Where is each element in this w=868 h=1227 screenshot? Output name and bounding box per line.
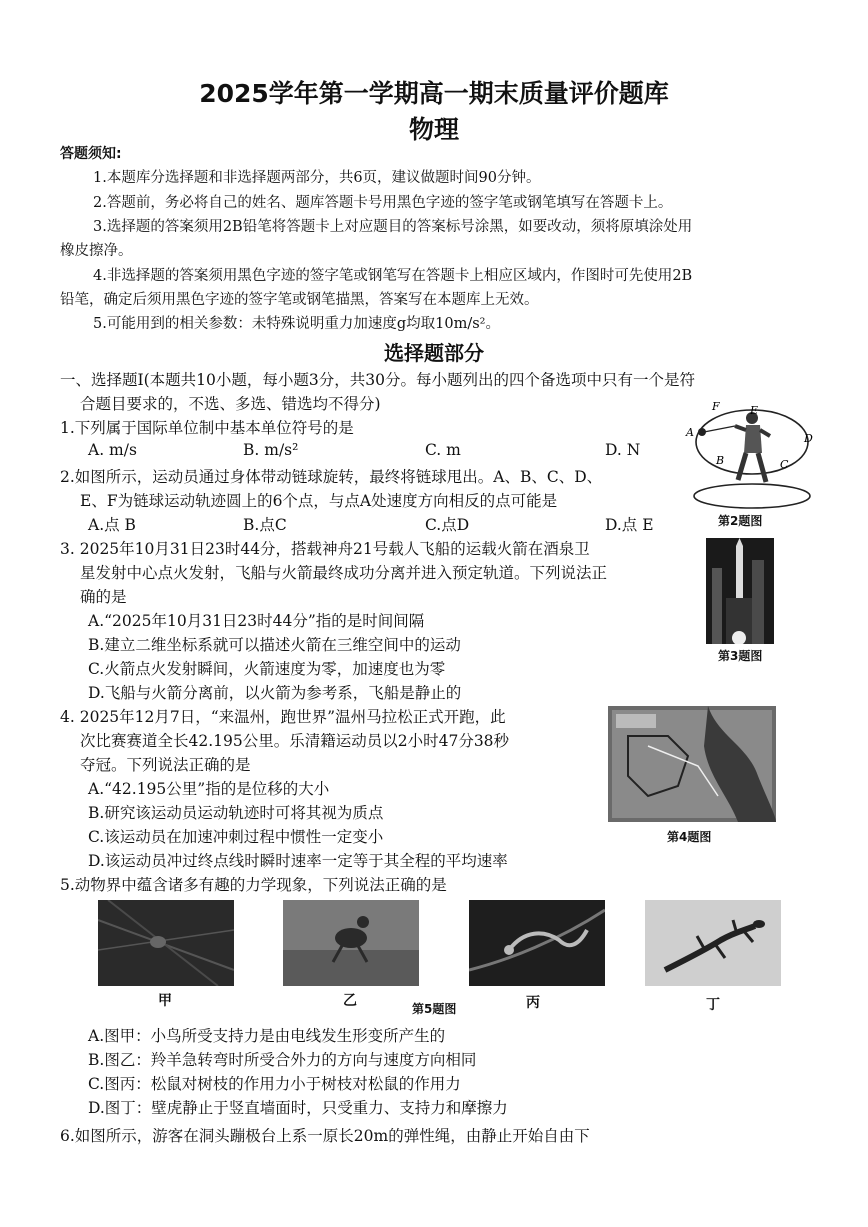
q4-option-d: D.该运动员冲过终点线时瞬时速率一定等于其全程的平均速率 — [88, 852, 508, 870]
note-line: 橡皮擦净。 — [60, 243, 133, 259]
note-line: 2.答题前，务必将自己的姓名、题库答题卡号用黑色字迹的签字笔或钢笔填写在答题卡上。 — [93, 195, 673, 211]
note-line: 3.选择题的答案须用2B铅笔将答题卡上对应题目的答案标号涂黑，如要改动，须将原填涂处用 — [93, 219, 693, 235]
q2-option-c: C.点D — [425, 516, 470, 534]
q5-figure-gecko — [645, 900, 781, 986]
q4-option-a: A.“42.195公里”指的是位移的大小 — [88, 780, 330, 798]
q5-option-b: B.图乙：羚羊急转弯时所受合外力的方向与速度方向相同 — [88, 1051, 477, 1069]
q1-option-b: B. m/s² — [243, 441, 299, 459]
q2-fig-label: E — [750, 404, 759, 417]
q5-fig-label-d: 丁 — [706, 997, 720, 1013]
subject-title: 物理 — [408, 115, 459, 144]
q2-option-a: A.点 B — [88, 516, 136, 534]
q4-figure-route-map — [608, 706, 776, 822]
q1-option-a: A. m/s — [88, 441, 137, 459]
q5-figure-squirrel — [469, 900, 605, 986]
q3-stem-cont: 确的是 — [80, 588, 127, 606]
q4-stem: 4. 2025年12月7日，“来温州，跑世界”温州马拉松正式开跑，此 — [60, 708, 506, 726]
note-line: 5.可能用到的相关参数：未特殊说明重力加速度g均取10m/s²。 — [93, 316, 500, 332]
q4-stem-cont: 次比赛赛道全长42.195公里。乐清籍运动员以2小时47分38秒 — [80, 732, 510, 750]
q5-figure-antelope — [283, 900, 419, 986]
q2-figure-hammer-throw — [680, 398, 820, 510]
part-heading: 一、选择题Ⅰ(本题共10小题，每小题3分，共30分。每小题列出的四个备选项中只有一个是符 — [60, 371, 695, 389]
q1-option-c: C. m — [425, 441, 461, 459]
q2-fig-label: F — [712, 400, 720, 413]
q3-option-a: A.“2025年10月31日23时44分”指的是时间间隔 — [88, 612, 425, 630]
q4-stem-cont: 夺冠。下列说法正确的是 — [80, 756, 251, 774]
q2-option-b: B.点C — [243, 516, 287, 534]
q1-stem: 1.下列属于国际单位制中基本单位符号的是 — [60, 419, 354, 437]
q2-fig-label: B — [716, 454, 725, 467]
notes-heading: 答题须知: — [60, 146, 122, 162]
q5-option-d: D.图丁：壁虎静止于竖直墙面时，只受重力、支持力和摩擦力 — [88, 1099, 508, 1117]
q3-caption: 第3题图 — [718, 649, 763, 663]
q3-option-c: C.火箭点火发射瞬间，火箭速度为零，加速度也为零 — [88, 660, 446, 678]
q4-option-b: B.研究该运动员运动轨迹时可将其视为质点 — [88, 804, 384, 822]
q4-option-c: C.该运动员在加速冲刺过程中惯性一定变小 — [88, 828, 384, 846]
note-line: 4.非选择题的答案须用黑色字迹的签字笔或钢笔写在答题卡上相应区域内，作图时可先使用2B — [93, 268, 693, 284]
q2-fig-label: D — [804, 432, 813, 445]
q2-fig-label: C — [780, 458, 789, 471]
q3-stem-cont: 星发射中心点火发射，飞船与火箭最终成功分离并进入预定轨道。下列说法正 — [80, 564, 608, 582]
q2-fig-label: A — [686, 426, 694, 439]
q5-fig-label-c: 丙 — [526, 995, 540, 1011]
section-title: 选择题部分 — [384, 341, 484, 365]
q3-figure-rocket-photo — [706, 538, 774, 644]
q5-fig-label-b: 乙 — [343, 993, 357, 1009]
q2-stem: 2.如图所示，运动员通过身体带动链球旋转，最终将链球甩出。A、B、C、D、 — [60, 468, 603, 486]
q5-option-a: A.图甲：小鸟所受支持力是由电线发生形变所产生的 — [88, 1027, 446, 1045]
q5-fig-label-a: 甲 — [158, 993, 172, 1009]
q3-option-b: B.建立二维坐标系就可以描述火箭在三维空间中的运动 — [88, 636, 461, 654]
q2-option-d: D.点 E — [605, 516, 654, 534]
q2-stem-cont: E、F为链球运动轨迹圆上的6个点，与点A处速度方向相反的点可能是 — [80, 492, 558, 510]
q4-caption: 第4题图 — [667, 830, 712, 844]
q5-figure-bird-on-wire — [98, 900, 234, 986]
note-line: 1.本题库分选择题和非选择题两部分，共6页，建议做题时间90分钟。 — [93, 170, 541, 186]
q5-stem: 5.动物界中蕴含诸多有趣的力学现象，下列说法正确的是 — [60, 876, 447, 894]
q2-caption: 第2题图 — [718, 514, 763, 528]
q1-option-d: D. N — [605, 441, 641, 459]
q5-caption: 第5题图 — [412, 1002, 457, 1016]
q3-stem: 3. 2025年10月31日23时44分，搭载神舟21号载人飞船的运载火箭在酒泉卫 — [60, 540, 590, 558]
q5-option-c: C.图丙：松鼠对树枝的作用力小于树枝对松鼠的作用力 — [88, 1075, 461, 1093]
exam-title: 2025学年第一学期高一期末质量评价题库 — [199, 79, 669, 108]
q6-stem: 6.如图所示，游客在洞头蹦极台上系一原长20m的弹性绳，由静止开始自由下 — [60, 1127, 590, 1145]
part-heading-cont: 合题目要求的，不选、多选、错选均不得分) — [80, 395, 381, 413]
note-line: 铅笔，确定后须用黑色字迹的签字笔或钢笔描黑，答案写在本题库上无效。 — [60, 292, 539, 308]
q3-option-d: D.飞船与火箭分离前，以火箭为参考系，飞船是静止的 — [88, 684, 462, 702]
